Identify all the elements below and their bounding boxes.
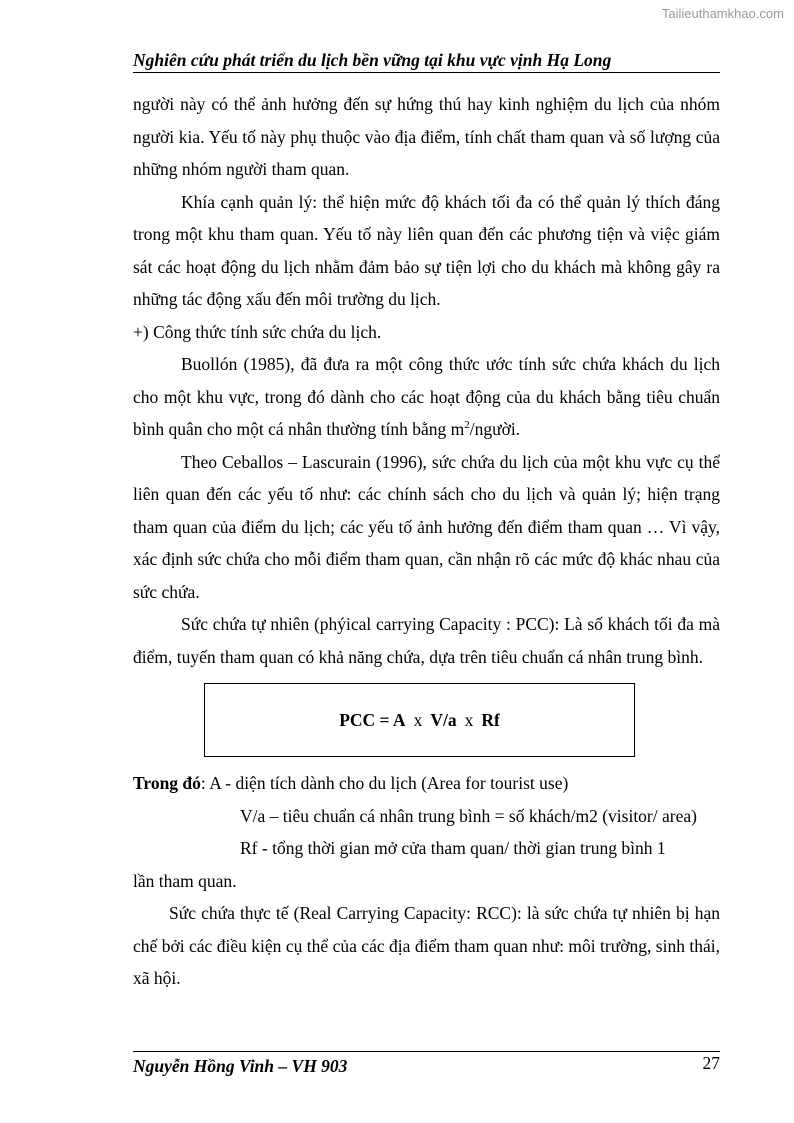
buollon-unit: /người. — [469, 419, 521, 439]
where-label: Trong đó — [133, 773, 201, 793]
where-va-line: V/a – tiêu chuẩn cá nhân trung bình = số khách/m2 (visitor/ area) — [240, 805, 697, 826]
formula-va: V/a — [430, 709, 457, 730]
footer-divider — [133, 1051, 720, 1052]
where-rf-continuation: lần tham quan. — [133, 870, 237, 891]
paragraph-buollon — [133, 348, 720, 446]
paragraph-1: người này có thể ảnh hưởng đến sự hứng thú hay kinh nghiệm du lịch của nhóm người kia. Yếu tố này phụ thuộc vào địa điểm, tính chất tham quan và số lượng của những nhóm người tham quan. — [133, 94, 720, 179]
where-a-text: : A - diện tích dành cho du lịch (Area for tourist use) — [200, 773, 569, 793]
page-body — [133, 88, 720, 995]
formula-rf: Rf — [481, 709, 500, 730]
formula-lhs: PCC = A — [339, 709, 406, 730]
paragraph-management: Khía cạnh quản lý: thể hiện mức độ khách tối đa có thể quản lý thích đáng trong một khu tham quan. Yếu tố này liên quan đến các phương tiện và việc giám sát các hoạt động du lịch nhằm đảm bảo sự tiện lợi cho du khách mà không gây ra những tác động xấu đến môi trường du lịch. — [133, 191, 720, 309]
watermark-text: Tailieuthamkhao.com — [661, 6, 784, 21]
header-divider — [133, 72, 720, 73]
paragraph-formula-heading: +) Công thức tính sức chứa du lịch. — [133, 321, 382, 342]
formula-times-1: x — [413, 709, 423, 730]
where-rf-line: Rf - tổng thời gian mở cửa tham quan/ thời gian trung bình 1 — [240, 838, 666, 858]
paragraph-pcc: Sức chứa tự nhiên (phýical carrying Capacity : PCC): Là số khách tối đa mà điểm, tuyến tham quan có khả năng chứa, dựa trên tiêu chuẩn cá nhân trung bình. — [133, 614, 720, 667]
buollon-text: Buollón (1985), đã đưa ra một công thức ước tính sức chứa khách du lịch cho một khu vực, trong đó dành cho các hoạt động của du khách bằng tiêu chuẩn bình quân cho một cá nhân thường tính bằng m — [133, 354, 720, 439]
footer-author: Nguyễn Hồng Vinh – VH 903 — [133, 1056, 348, 1076]
paragraph-ceballos: Theo Ceballos – Lascurain (1996), sức chứa du lịch của một khu vực cụ thể liên quan đến các yếu tố như: các chính sách cho du lịch và quản lý; hiện trạng tham quan của điểm du lịch; các yếu tố ảnh hưởng đến điểm tham quan … Vì vậy, xác định sức chứa cho mỗi điểm tham quan, cần nhận rõ các mức độ khác nhau của sức chứa. — [133, 451, 720, 602]
page-number: 27 — [702, 1053, 720, 1073]
pcc-formula-box — [204, 683, 635, 757]
paragraph-rcc: Sức chứa thực tế (Real Carrying Capacity: RCC): là sức chứa tự nhiên bị hạn chế bởi các điều kiện cụ thể của các địa điểm tham quan như: môi trường, sinh thái, xã hội. — [133, 903, 720, 988]
superscript-2: 2 — [464, 419, 470, 432]
running-header-title: Nghiên cứu phát triển du lịch bền vững tại khu vực vịnh Hạ Long — [133, 50, 612, 70]
formula-times-2: x — [464, 709, 474, 730]
where-a-line — [133, 767, 720, 800]
